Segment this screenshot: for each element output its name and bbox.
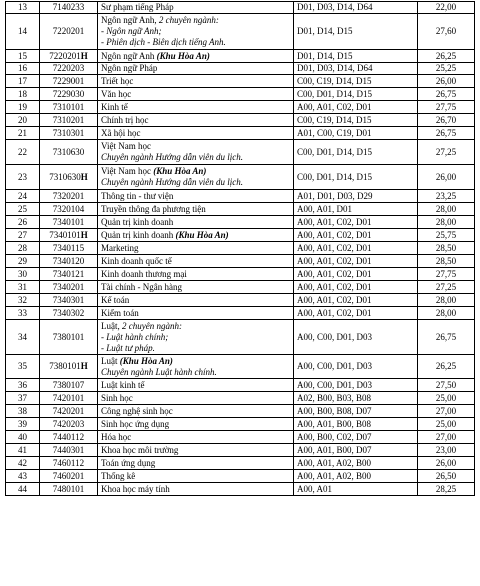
table-row xyxy=(6,14,475,50)
major-code: 7340301 xyxy=(40,294,98,307)
row-number: 33 xyxy=(6,307,40,320)
name-line: Thống kê xyxy=(101,470,136,481)
major-name xyxy=(98,268,294,281)
cutoff-score: 26,50 xyxy=(418,470,475,483)
name-line: Chính trị học xyxy=(101,114,149,125)
row-number: 20 xyxy=(6,114,40,127)
row-number: 43 xyxy=(6,470,40,483)
name-line: Kinh doanh thương mại xyxy=(101,268,187,279)
major-code: 7380101 xyxy=(40,320,98,355)
major-name xyxy=(98,281,294,294)
major-name xyxy=(98,14,294,50)
subject-combinations: A00, A01, C02, D01 xyxy=(294,307,418,320)
name-line: Marketing xyxy=(101,242,139,253)
cutoff-score: 28,00 xyxy=(418,203,475,216)
subject-combinations: A00, A01, C02, D01 xyxy=(294,268,418,281)
major-name xyxy=(98,229,294,242)
subject-combinations: A00, A01, C02, D01 xyxy=(294,229,418,242)
name-line: Việt Nam học (Khu Hòa An) xyxy=(101,166,207,176)
name-line: Khoa học máy tính xyxy=(101,483,170,494)
table-row xyxy=(6,355,475,379)
row-number: 21 xyxy=(6,127,40,140)
subject-combinations: C00, D01, D14, D15 xyxy=(294,140,418,165)
row-number: 42 xyxy=(6,457,40,470)
major-code: 7310630H xyxy=(40,165,98,190)
name-line: Quản trị kinh doanh (Khu Hòa An) xyxy=(101,229,229,240)
subject-combinations: A00, C00, D01, D03 xyxy=(294,355,418,379)
major-name xyxy=(98,190,294,203)
table-row xyxy=(6,307,475,320)
row-number: 32 xyxy=(6,294,40,307)
row-number: 19 xyxy=(6,101,40,114)
subject-combinations: D01, D14, D15 xyxy=(294,50,418,63)
table-row xyxy=(6,268,475,281)
subject-combinations: A00, A01, A02, B00 xyxy=(294,470,418,483)
name-line: Khoa học môi trường xyxy=(101,444,179,455)
name-line: Chuyên ngành Hướng dẫn viên du lịch. xyxy=(101,152,243,162)
cutoff-score: 28,50 xyxy=(418,255,475,268)
major-code: 7380101H xyxy=(40,355,98,379)
cutoff-score: 27,00 xyxy=(418,431,475,444)
name-line: Ngôn ngữ Anh, 2 chuyên ngành: xyxy=(101,15,219,25)
row-number: 14 xyxy=(6,14,40,50)
major-name xyxy=(98,140,294,165)
row-number: 15 xyxy=(6,50,40,63)
major-name xyxy=(98,307,294,320)
cutoff-score: 25,25 xyxy=(418,63,475,75)
major-name xyxy=(98,379,294,392)
cutoff-score: 27,50 xyxy=(418,379,475,392)
table-row xyxy=(6,457,475,470)
table-row xyxy=(6,114,475,127)
cutoff-score: 27,75 xyxy=(418,101,475,114)
subject-combinations: A01, D01, D03, D29 xyxy=(294,190,418,203)
major-name xyxy=(98,470,294,483)
table-row xyxy=(6,127,475,140)
table-row xyxy=(6,88,475,101)
major-name xyxy=(98,320,294,355)
subject-combinations: C00, C19, D14, D15 xyxy=(294,114,418,127)
major-code: 7310301 xyxy=(40,127,98,140)
major-code: 7140233 xyxy=(40,2,98,14)
major-code: 7340115 xyxy=(40,242,98,255)
cutoff-score: 27,00 xyxy=(418,405,475,418)
major-name xyxy=(98,483,294,496)
major-code: 7380107 xyxy=(40,379,98,392)
major-code: 7340302 xyxy=(40,307,98,320)
subject-combinations: A00, A01, C02, D01 xyxy=(294,101,418,114)
name-line: Kinh tế xyxy=(101,101,128,112)
cutoff-score: 25,00 xyxy=(418,418,475,431)
major-code: 7229030 xyxy=(40,88,98,101)
major-code: 7220203 xyxy=(40,63,98,75)
row-number: 31 xyxy=(6,281,40,294)
major-code: 7220201 xyxy=(40,14,98,50)
cutoff-score: 28,25 xyxy=(418,483,475,496)
cutoff-score: 23,00 xyxy=(418,444,475,457)
row-number: 38 xyxy=(6,405,40,418)
row-number: 44 xyxy=(6,483,40,496)
cutoff-score: 26,75 xyxy=(418,127,475,140)
cutoff-score: 25,00 xyxy=(418,392,475,405)
subject-combinations: A00, A01, C02, D01 xyxy=(294,216,418,229)
subject-combinations: A02, B00, B03, B08 xyxy=(294,392,418,405)
table-row xyxy=(6,483,475,496)
subject-combinations: C00, D01, D14, D15 xyxy=(294,88,418,101)
major-name xyxy=(98,405,294,418)
major-name xyxy=(98,63,294,75)
major-code: 7480101 xyxy=(40,483,98,496)
cutoff-score: 27,60 xyxy=(418,14,475,50)
row-number: 34 xyxy=(6,320,40,355)
subject-combinations: A00, C00, D01, D03 xyxy=(294,320,418,355)
table-row xyxy=(6,2,475,14)
major-name xyxy=(98,444,294,457)
major-name xyxy=(98,165,294,190)
table-row xyxy=(6,190,475,203)
major-name xyxy=(98,203,294,216)
name-line: Thông tin - thư viện xyxy=(101,190,174,201)
row-number: 30 xyxy=(6,268,40,281)
cutoff-score: 26,00 xyxy=(418,165,475,190)
name-line: Ngôn ngữ Pháp xyxy=(101,63,158,73)
cutoff-score: 28,00 xyxy=(418,307,475,320)
cutoff-score: 28,00 xyxy=(418,294,475,307)
table-row xyxy=(6,50,475,63)
row-number: 27 xyxy=(6,229,40,242)
name-line: Chuyên ngành Hướng dẫn viên du lịch. xyxy=(101,177,243,187)
name-line: - Luật hành chính; xyxy=(101,331,169,342)
major-code: 7310201 xyxy=(40,114,98,127)
major-code: 7440301 xyxy=(40,444,98,457)
subject-combinations: C00, C19, D14, D15 xyxy=(294,75,418,88)
cutoff-score: 28,50 xyxy=(418,242,475,255)
major-name xyxy=(98,355,294,379)
major-name xyxy=(98,114,294,127)
row-number: 17 xyxy=(6,75,40,88)
table-row xyxy=(6,63,475,75)
major-name xyxy=(98,392,294,405)
name-line: Ngôn ngữ Anh (Khu Hòa An) xyxy=(101,50,210,61)
major-code: 7340121 xyxy=(40,268,98,281)
major-name xyxy=(98,418,294,431)
cutoff-score: 26,25 xyxy=(418,355,475,379)
subject-combinations: D01, D14, D15 xyxy=(294,14,418,50)
cutoff-score: 26,75 xyxy=(418,320,475,355)
cutoff-score: 26,00 xyxy=(418,75,475,88)
cutoff-score: 27,25 xyxy=(418,140,475,165)
table-row xyxy=(6,392,475,405)
major-code: 7420201 xyxy=(40,405,98,418)
table-row xyxy=(6,281,475,294)
name-line: Luật kinh tế xyxy=(101,379,145,390)
major-code: 7420101 xyxy=(40,392,98,405)
subject-combinations: D01, D03, D14, D64 xyxy=(294,63,418,75)
name-line: Xã hội học xyxy=(101,127,141,138)
subject-combinations: A00, C00, D01, D03 xyxy=(294,379,418,392)
major-name xyxy=(98,127,294,140)
major-code: 7460201 xyxy=(40,470,98,483)
subject-combinations: C00, D01, D14, D15 xyxy=(294,165,418,190)
subject-combinations: A00, A01, B00, D07 xyxy=(294,444,418,457)
name-line: Sinh học xyxy=(101,392,133,403)
row-number: 24 xyxy=(6,190,40,203)
row-number: 25 xyxy=(6,203,40,216)
major-name xyxy=(98,216,294,229)
row-number: 37 xyxy=(6,392,40,405)
table-row xyxy=(6,101,475,114)
row-number: 18 xyxy=(6,88,40,101)
major-code: 7340201 xyxy=(40,281,98,294)
table-row xyxy=(6,216,475,229)
table-row xyxy=(6,405,475,418)
table-row xyxy=(6,431,475,444)
table-row xyxy=(6,470,475,483)
table-row xyxy=(6,418,475,431)
name-line: Luật (Khu Hòa An) xyxy=(101,355,173,366)
subject-combinations: A00, A01, D01 xyxy=(294,203,418,216)
table-row xyxy=(6,229,475,242)
table-row xyxy=(6,75,475,88)
row-number: 35 xyxy=(6,355,40,379)
major-name xyxy=(98,50,294,63)
major-code: 7460112 xyxy=(40,457,98,470)
major-code: 7340101 xyxy=(40,216,98,229)
row-number: 41 xyxy=(6,444,40,457)
major-name xyxy=(98,255,294,268)
major-name xyxy=(98,431,294,444)
subject-combinations: A00, A01, C02, D01 xyxy=(294,242,418,255)
name-line: Kế toán xyxy=(101,294,130,305)
name-line: Triết học xyxy=(101,75,134,86)
row-number: 22 xyxy=(6,140,40,165)
name-line: Tài chính - Ngân hàng xyxy=(101,281,182,292)
major-code: 7440112 xyxy=(40,431,98,444)
cutoff-score: 26,70 xyxy=(418,114,475,127)
major-code: 7229001 xyxy=(40,75,98,88)
subject-combinations: A00, B00, B08, D07 xyxy=(294,405,418,418)
row-number: 23 xyxy=(6,165,40,190)
subject-combinations: A00, A01 xyxy=(294,483,418,496)
name-line: Kinh doanh quốc tế xyxy=(101,255,172,266)
major-code: 7220201H xyxy=(40,50,98,63)
name-line: Hóa học xyxy=(101,431,132,442)
major-name xyxy=(98,101,294,114)
major-code: 7310101 xyxy=(40,101,98,114)
cutoff-score: 26,75 xyxy=(418,88,475,101)
table-row xyxy=(6,140,475,165)
table-row xyxy=(6,294,475,307)
name-line: Luật, 2 chuyên ngành: xyxy=(101,320,182,331)
name-line: Truyền thông đa phương tiện xyxy=(101,203,206,214)
major-code: 7320201 xyxy=(40,190,98,203)
row-number: 13 xyxy=(6,2,40,14)
name-line: - Luật tư pháp. xyxy=(101,342,155,353)
subject-combinations: A00, A01, C02, D01 xyxy=(294,281,418,294)
cutoff-score: 26,25 xyxy=(418,50,475,63)
row-number: 29 xyxy=(6,255,40,268)
table-row xyxy=(6,242,475,255)
major-code: 7340101H xyxy=(40,229,98,242)
major-name xyxy=(98,88,294,101)
major-name xyxy=(98,457,294,470)
major-code: 7340120 xyxy=(40,255,98,268)
row-number: 36 xyxy=(6,379,40,392)
subject-combinations: D01, D03, D14, D64 xyxy=(294,2,418,14)
cutoff-score: 25,75 xyxy=(418,229,475,242)
subject-combinations: A00, A01, C02, D01 xyxy=(294,294,418,307)
admission-scores-table xyxy=(5,1,475,496)
name-line: Toán ứng dụng xyxy=(101,457,156,468)
table-row xyxy=(6,320,475,355)
table-row xyxy=(6,444,475,457)
major-code: 7310630 xyxy=(40,140,98,165)
name-line: - Phiên dịch - Biên dịch tiếng Anh. xyxy=(101,37,226,47)
cutoff-score: 27,25 xyxy=(418,281,475,294)
row-number: 16 xyxy=(6,63,40,75)
name-line: - Ngôn ngữ Anh; xyxy=(101,26,162,36)
row-number: 39 xyxy=(6,418,40,431)
table-row xyxy=(6,255,475,268)
table-row xyxy=(6,379,475,392)
name-line: Chuyên ngành Luật hành chính. xyxy=(101,366,217,377)
row-number: 26 xyxy=(6,216,40,229)
subject-combinations: A00, A01, A02, B00 xyxy=(294,457,418,470)
row-number: 40 xyxy=(6,431,40,444)
cutoff-score: 22,00 xyxy=(418,2,475,14)
subject-combinations: A01, C00, C19, D01 xyxy=(294,127,418,140)
cutoff-score: 26,00 xyxy=(418,457,475,470)
name-line: Văn học xyxy=(101,88,132,99)
row-number: 28 xyxy=(6,242,40,255)
name-line: Việt Nam học xyxy=(101,141,151,151)
name-line: Kiểm toán xyxy=(101,307,139,318)
major-name xyxy=(98,242,294,255)
name-line: Công nghệ sinh học xyxy=(101,405,173,416)
cutoff-score: 27,75 xyxy=(418,268,475,281)
major-code: 7320104 xyxy=(40,203,98,216)
cutoff-score: 23,25 xyxy=(418,190,475,203)
name-line: Sư phạm tiếng Pháp xyxy=(101,2,174,12)
subject-combinations: A00, A01, B00, B08 xyxy=(294,418,418,431)
subject-combinations: A00, A01, C02, D01 xyxy=(294,255,418,268)
name-line: Quản trị kinh doanh xyxy=(101,216,174,227)
table-row xyxy=(6,203,475,216)
major-name xyxy=(98,294,294,307)
subject-combinations: A00, B00, C02, D07 xyxy=(294,431,418,444)
table-body xyxy=(6,2,475,496)
major-code: 7420203 xyxy=(40,418,98,431)
cutoff-score: 28,00 xyxy=(418,216,475,229)
major-name xyxy=(98,75,294,88)
name-line: Sinh học ứng dụng xyxy=(101,418,170,429)
table-row xyxy=(6,165,475,190)
major-name xyxy=(98,2,294,14)
